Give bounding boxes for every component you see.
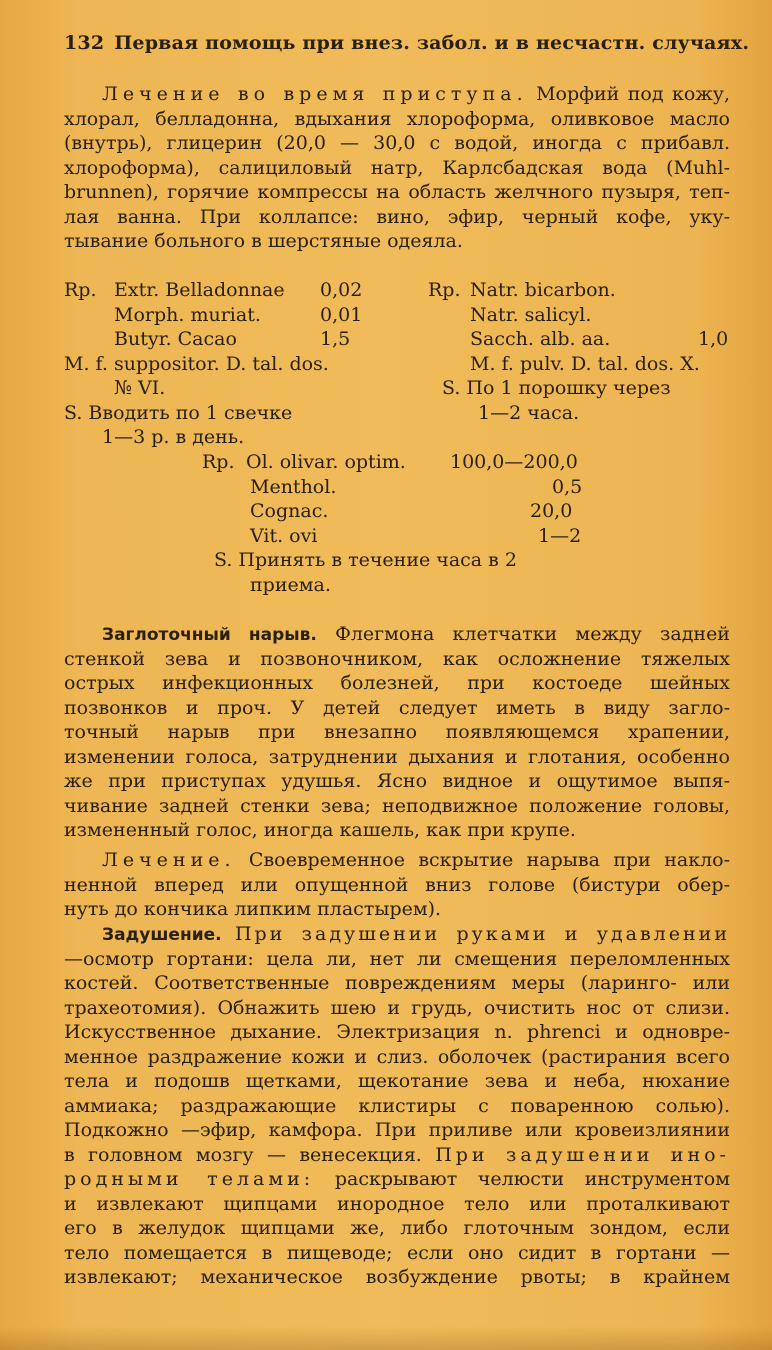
recipe-center: Rp. Ol. olivar. optim. 100,0—200,0 Menthol. 0,5 Cognac. 20,0 Vit. ovi 1—2 S. Принять в течение часа в 2 приема. [202,451,583,596]
label-treatment-abscess: Лечение. [102,849,236,871]
heading-suffocation: Задушение. [102,925,222,945]
label-treatment-attack: Лечение во время приступа. [102,83,528,105]
recipe-right: Rp. Natr. bicarbon. Natr. salicyl. Sacch. alb. aa. 1,0 M. f. pulv. D. tal. dos. X. S. По 1 порошку через 1—2 часа. [428,279,729,424]
recipe-left: Rp. Extr. Belladonnae 0,02 Morph. muriat. 0,01 Butyr. Cacao 1,5 M. f. suppositor. D. tal. dos. № VI. S. Вводить по 1 свечке 1—3 р. в день. [64,279,363,448]
paragraph-suffocation: Задушение. При задушении руками и удавлении —осмотр гортани: цела ли, нет ли смещения переломленных костей. Соответственные повреждениям меры (ларинго- или трахеотомия). Обнажить шею и грудь, очистить нос от слизи. Искусственное дыхание. Электризация n. phrenci и одновре- менное раздражение кожи и слиз. оболочек (растирания всего тела и подошв щетками, щекотание зева и неба, нюхание аммиака; раздражающие клистиры с поваренною солью). Подкожно —эфир, камфора. При приливе или кровеизлиянии в головном мозгу — венесекция. При задушении ино- родными телами: раскрывают челюсти инструментом и извлекают щипцами инородное тело или проталкивают его в желудок щипцами же, либо глоточным зондом, если тело помещается в пищеводе; если оно сидит в гортани — извлекают; механическое возбуждение рвоты; в крайнем [64,923,730,1288]
paragraph-retropharyngeal: Заглоточный нарыв. Флегмона клетчатки между задней стенкой зева и позвоночником, как осложнение тяжелых острых инфекционных болезней, при костоеде шейных позвонков и проч. У детей следует иметь в виду загло- точный нарыв при внезапно появляющемся храпении, изменении голоса, затруднении дыхания и глотания, особенно же при приступах удушья. Ясно видное и ощутимое выпя- чивание задней стенки зева; неподвижное положение головы, измененный голос, иногда кашель, как при крупе. [64,623,730,841]
page-number: 132 [64,32,105,54]
running-header [64,32,750,54]
paragraph-treatment-attack: Лечение во время приступа. Морфий под кожу, хлорал, белладонна, вдыхания хлороформа, оливковое масло (внутрь), глицерин (20,0 — 30,0 с водой, иногда с прибавл. хлороформа), салициловый натр, Карлсбадская вода (Muhl- brunnen), горячие компрессы на область желчного пузыря, теп- лая ванна. При коллапсе: вино, эфир, черный кофе, уку- тывание больного в шерстяные одеяла. [64,83,730,252]
running-title: Первая помощь при внез. забол. и в несчастн. случаях. [114,32,750,54]
heading-retropharyngeal: Заглоточный нарыв. [102,625,317,645]
paragraph-treatment-abscess: Лечение. Своевременное вскрытие нарыва при накло- ненной вперед или опущенной вниз голове (бистури обер- нуть до кончика липким пластырем). [64,849,730,920]
